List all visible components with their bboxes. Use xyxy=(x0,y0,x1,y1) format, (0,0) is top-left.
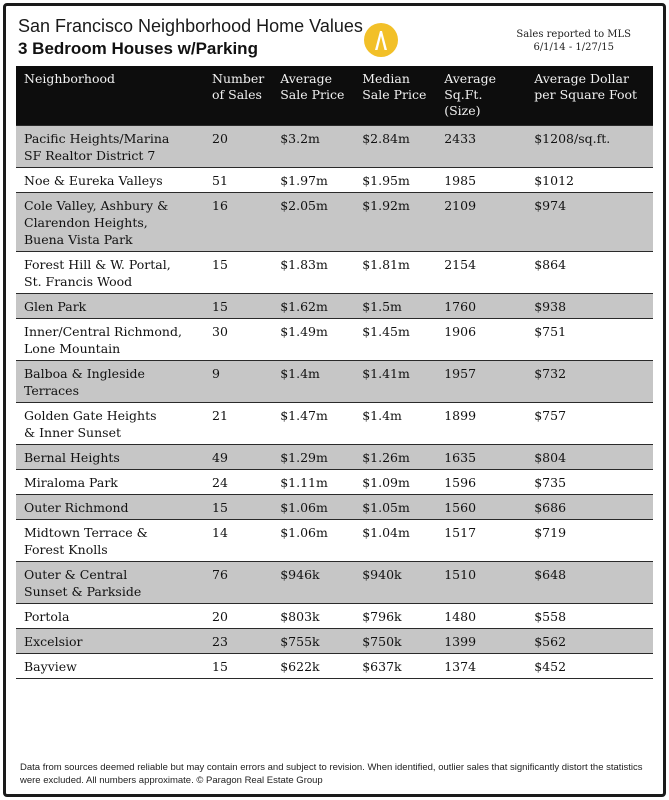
sales-count-cell: 15 xyxy=(204,654,272,679)
table-row xyxy=(16,629,653,654)
average-price-cell: $2.05m xyxy=(272,193,354,252)
price-per-sqft-cell: $864 xyxy=(526,252,653,294)
price-per-sqft-cell: $938 xyxy=(526,294,653,319)
table-row xyxy=(16,193,653,252)
neighborhood-line: & Inner Sunset xyxy=(24,425,121,440)
price-per-sqft-cell: $648 xyxy=(526,562,653,604)
average-sqft-cell: 1957 xyxy=(436,361,526,403)
average-sqft-cell: 1906 xyxy=(436,319,526,361)
average-price-cell: $1.47m xyxy=(272,403,354,445)
sales-count-cell: 20 xyxy=(204,604,272,629)
neighborhood-line: Outer Richmond xyxy=(24,500,129,515)
average-price-cell: $1.11m xyxy=(272,470,354,495)
header xyxy=(6,6,663,68)
median-price-cell: $1.26m xyxy=(354,445,436,470)
neighborhood-line: St. Francis Wood xyxy=(24,274,133,289)
price-per-sqft-cell: $562 xyxy=(526,629,653,654)
neighborhood-cell xyxy=(16,294,204,319)
price-per-sqft-cell: $732 xyxy=(526,361,653,403)
table-row xyxy=(16,319,653,361)
price-per-sqft-cell: $757 xyxy=(526,403,653,445)
average-price-cell: $1.83m xyxy=(272,252,354,294)
median-price-cell: $637k xyxy=(354,654,436,679)
neighborhood-line: Clarendon Heights, xyxy=(24,215,148,230)
neighborhood-cell xyxy=(16,361,204,403)
sales-count-cell: 20 xyxy=(204,126,272,168)
sales-count-cell: 15 xyxy=(204,252,272,294)
price-per-sqft-cell: $1012 xyxy=(526,168,653,193)
table-row xyxy=(16,252,653,294)
median-price-cell: $1.92m xyxy=(354,193,436,252)
column-header-line: Neighborhood xyxy=(24,71,115,86)
neighborhood-cell xyxy=(16,403,204,445)
neighborhood-line: Glen Park xyxy=(24,299,87,314)
neighborhood-line: Miraloma Park xyxy=(24,475,118,490)
table-header-row xyxy=(16,66,653,126)
neighborhood-line: Bernal Heights xyxy=(24,450,120,465)
neighborhood-line: Forest Knolls xyxy=(24,542,108,557)
table-body xyxy=(16,126,653,679)
sales-date-note xyxy=(516,28,631,54)
neighborhood-line: Lone Mountain xyxy=(24,341,121,356)
sales-count-cell: 9 xyxy=(204,361,272,403)
document-frame xyxy=(3,3,666,797)
average-sqft-cell: 1480 xyxy=(436,604,526,629)
average-sqft-cell: 1985 xyxy=(436,168,526,193)
average-price-cell: $622k xyxy=(272,654,354,679)
neighborhood-line: Midtown Terrace & xyxy=(24,525,148,540)
table-row xyxy=(16,126,653,168)
average-price-cell: $1.4m xyxy=(272,361,354,403)
average-sqft-cell: 1760 xyxy=(436,294,526,319)
neighborhood-line: Terraces xyxy=(24,383,79,398)
table-row xyxy=(16,168,653,193)
column-header xyxy=(272,66,354,126)
table-row xyxy=(16,520,653,562)
neighborhood-cell xyxy=(16,520,204,562)
neighborhood-cell xyxy=(16,319,204,361)
sales-count-cell: 23 xyxy=(204,629,272,654)
average-sqft-cell: 2433 xyxy=(436,126,526,168)
average-sqft-cell: 1596 xyxy=(436,470,526,495)
sales-count-cell: 16 xyxy=(204,193,272,252)
sales-count-cell: 51 xyxy=(204,168,272,193)
average-price-cell: $803k xyxy=(272,604,354,629)
median-price-cell: $940k xyxy=(354,562,436,604)
median-price-cell: $1.81m xyxy=(354,252,436,294)
price-per-sqft-cell: $1208/sq.ft. xyxy=(526,126,653,168)
neighborhood-line: Balboa & Ingleside xyxy=(24,366,145,381)
price-per-sqft-cell: $452 xyxy=(526,654,653,679)
column-header-line: Number xyxy=(212,71,265,86)
median-price-cell: $750k xyxy=(354,629,436,654)
column-header xyxy=(204,66,272,126)
median-price-cell: $1.05m xyxy=(354,495,436,520)
sales-count-cell: 30 xyxy=(204,319,272,361)
average-price-cell: $755k xyxy=(272,629,354,654)
neighborhood-cell xyxy=(16,193,204,252)
column-header-line: Sale Price xyxy=(280,87,345,102)
column-header xyxy=(526,66,653,126)
average-sqft-cell: 1374 xyxy=(436,654,526,679)
neighborhood-line: Buena Vista Park xyxy=(24,232,133,247)
neighborhood-line: SF Realtor District 7 xyxy=(24,148,156,163)
median-price-cell: $1.95m xyxy=(354,168,436,193)
page-subtitle: 3 Bedroom Houses w/Parking xyxy=(18,39,258,58)
price-per-sqft-cell: $558 xyxy=(526,604,653,629)
price-per-sqft-cell: $974 xyxy=(526,193,653,252)
price-per-sqft-cell: $735 xyxy=(526,470,653,495)
neighborhood-line: Noe & Eureka Valleys xyxy=(24,173,163,188)
median-price-cell: $1.4m xyxy=(354,403,436,445)
average-price-cell: $1.29m xyxy=(272,445,354,470)
average-sqft-cell: 2154 xyxy=(436,252,526,294)
median-price-cell: $1.04m xyxy=(354,520,436,562)
neighborhood-line: Pacific Heights/Marina xyxy=(24,131,170,146)
median-price-cell: $796k xyxy=(354,604,436,629)
average-sqft-cell: 1899 xyxy=(436,403,526,445)
sales-count-cell: 76 xyxy=(204,562,272,604)
table-row xyxy=(16,470,653,495)
average-sqft-cell: 1560 xyxy=(436,495,526,520)
neighborhood-cell xyxy=(16,562,204,604)
table-row xyxy=(16,294,653,319)
neighborhood-line: Sunset & Parkside xyxy=(24,584,142,599)
table-row xyxy=(16,604,653,629)
price-per-sqft-cell: $751 xyxy=(526,319,653,361)
neighborhood-line: Outer & Central xyxy=(24,567,128,582)
neighborhood-cell xyxy=(16,629,204,654)
table-row xyxy=(16,403,653,445)
average-sqft-cell: 1517 xyxy=(436,520,526,562)
neighborhood-cell xyxy=(16,445,204,470)
column-header xyxy=(354,66,436,126)
price-per-sqft-cell: $719 xyxy=(526,520,653,562)
median-price-cell: $1.41m xyxy=(354,361,436,403)
note-line-1: Sales reported to MLS xyxy=(516,29,631,40)
neighborhood-cell xyxy=(16,495,204,520)
neighborhood-cell xyxy=(16,126,204,168)
average-price-cell: $1.49m xyxy=(272,319,354,361)
column-header xyxy=(16,66,204,126)
table-row xyxy=(16,495,653,520)
median-price-cell: $1.09m xyxy=(354,470,436,495)
neighborhood-line: Portola xyxy=(24,609,70,624)
table-row xyxy=(16,654,653,679)
paragon-arch-logo-icon xyxy=(364,23,398,57)
neighborhood-cell xyxy=(16,168,204,193)
table-row xyxy=(16,361,653,403)
column-header-line: Median xyxy=(362,71,410,86)
column-header-line: Average xyxy=(444,71,497,86)
neighborhood-cell xyxy=(16,252,204,294)
column-header-line: per Square Foot xyxy=(534,87,638,102)
page-title: San Francisco Neighborhood Home Values xyxy=(18,16,363,36)
average-price-cell: $946k xyxy=(272,562,354,604)
column-header-line: Average Dollar xyxy=(534,71,629,86)
average-price-cell: $1.06m xyxy=(272,520,354,562)
average-price-cell: $1.62m xyxy=(272,294,354,319)
column-header-line: Average xyxy=(280,71,333,86)
neighborhood-line: Cole Valley, Ashbury & xyxy=(24,198,169,213)
sales-count-cell: 49 xyxy=(204,445,272,470)
column-header-line: of Sales xyxy=(212,87,262,102)
note-line-2: 6/1/14 - 1/27/15 xyxy=(533,42,614,53)
sales-count-cell: 24 xyxy=(204,470,272,495)
column-header-line: Sq.Ft. (Size) xyxy=(444,87,483,118)
home-values-table xyxy=(16,66,653,679)
average-price-cell: $1.06m xyxy=(272,495,354,520)
median-price-cell: $2.84m xyxy=(354,126,436,168)
average-sqft-cell: 1635 xyxy=(436,445,526,470)
average-sqft-cell: 1399 xyxy=(436,629,526,654)
table-row xyxy=(16,445,653,470)
average-sqft-cell: 2109 xyxy=(436,193,526,252)
median-price-cell: $1.45m xyxy=(354,319,436,361)
median-price-cell: $1.5m xyxy=(354,294,436,319)
sales-count-cell: 21 xyxy=(204,403,272,445)
column-header xyxy=(436,66,526,126)
table-row xyxy=(16,562,653,604)
neighborhood-cell xyxy=(16,604,204,629)
neighborhood-cell xyxy=(16,654,204,679)
neighborhood-line: Golden Gate Heights xyxy=(24,408,157,423)
neighborhood-line: Excelsior xyxy=(24,634,83,649)
average-price-cell: $1.97m xyxy=(272,168,354,193)
sales-count-cell: 15 xyxy=(204,495,272,520)
price-per-sqft-cell: $804 xyxy=(526,445,653,470)
neighborhood-cell xyxy=(16,470,204,495)
average-price-cell: $3.2m xyxy=(272,126,354,168)
sales-count-cell: 15 xyxy=(204,294,272,319)
sales-count-cell: 14 xyxy=(204,520,272,562)
disclaimer-footer: Data from sources deemed reliable but may contain errors and subject to revision. When identified, outlier sales that significantly distort the statistics were excluded. All numbers approximate. © Paragon Real Estate Group xyxy=(20,762,643,786)
neighborhood-line: Forest Hill & W. Portal, xyxy=(24,257,171,272)
column-header-line: Sale Price xyxy=(362,87,427,102)
neighborhood-line: Bayview xyxy=(24,659,77,674)
price-per-sqft-cell: $686 xyxy=(526,495,653,520)
neighborhood-line: Inner/Central Richmond, xyxy=(24,324,182,339)
average-sqft-cell: 1510 xyxy=(436,562,526,604)
